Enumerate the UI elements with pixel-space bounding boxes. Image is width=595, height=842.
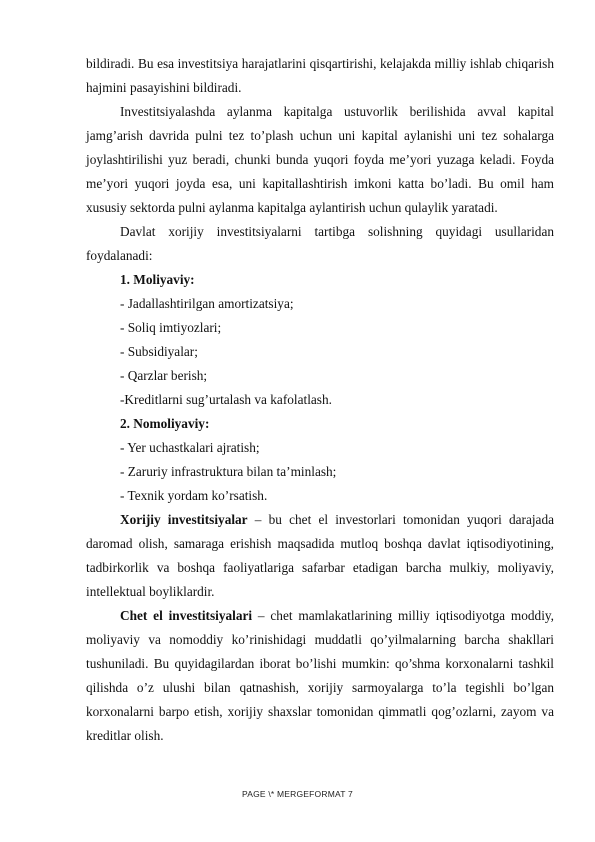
- page-body: [86, 52, 554, 748]
- definition-term: Xorijiy investitsiyalar: [120, 512, 248, 527]
- section-heading-financial: 1. Moliyaviy:: [120, 272, 195, 287]
- definition-foreign-investments: [86, 508, 554, 604]
- definition-overseas-investments: [86, 604, 554, 748]
- list-item: - Yer uchastkalari ajratish;: [120, 440, 260, 455]
- paragraph-regulation-methods: Davlat xorijiy investitsiyalarni tartibga solishning quyidagi usullaridan foydalanadi:: [86, 224, 554, 263]
- list-item: - Zaruriy infrastruktura bilan ta’minlash;: [120, 464, 337, 479]
- paragraph-working-capital: Investitsiyalashda aylanma kapitalga ustuvorlik berilishida avval kapital jamg’arish davrida pulni tez to’plash uchun uni kapital aylanishi uni tez sohalarga joylashtirilishi yuz beradi, chunki bunda yuqori foyda me’yori yuzaga keladi. Foyda me’yori yuqori joyda esa, uni kapitallashtirish imkoni katta bo’ladi. Bu omil ham xususiy sektorda pulni aylanma kapitalga aylantirish uchun qulaylik yaratadi.: [86, 104, 554, 215]
- list-item: - Subsidiyalar;: [120, 344, 198, 359]
- list-item: -Kreditlarni sug’urtalash va kafolatlash.: [120, 392, 332, 407]
- page-number-field: PAGE \* MERGEFORMAT 7: [242, 789, 353, 799]
- definition-text: – bu chet el investorlari tomonidan yuqori darajada daromad olish, samaraga erishish maqsadida mutloq boshqa davlat iqtisodiyotining, tadbirkorlik va boshqa faoliyatlariga safarbar etadigan barcha mulkiy, moliyaviy, intellektual boyliklardir.: [86, 512, 554, 599]
- section-heading-nonfinancial: 2. Nomoliyaviy:: [120, 416, 210, 431]
- definition-text: – chet mamlakatlarining milliy iqtisodiyotga moddiy, moliyaviy va nomoddiy ko’rinishidagi muddatli qo’yilmalarning barcha shakllari tushuniladi. Bu quyidagilardan iborat bo’lishi mumkin: qo’shma korxonalarni tashkil qilishda o’z ulushi bilan qatnashish, xorijiy sarmoyalarga to’la tegishli bo’lgan korxonalarni barpo etish, xorijiy shaxslar tomonidan qimmatli qog’ozlarni, zayom va kreditlar olish.: [86, 608, 554, 743]
- paragraph-continuation: bildiradi. Bu esa investitsiya harajatlarini qisqartirishi, kelajakda milliy ishlab chiqarish hajmini pasayishini bildiradi.: [86, 56, 554, 95]
- list-item: - Jadallashtirilgan amortizatsiya;: [120, 296, 294, 311]
- list-item: - Soliq imtiyozlari;: [120, 320, 222, 335]
- list-item: - Texnik yordam ko’rsatish.: [120, 488, 268, 503]
- definition-term: Chet el investitsiyalari: [120, 608, 253, 623]
- list-item: - Qarzlar berish;: [120, 368, 208, 383]
